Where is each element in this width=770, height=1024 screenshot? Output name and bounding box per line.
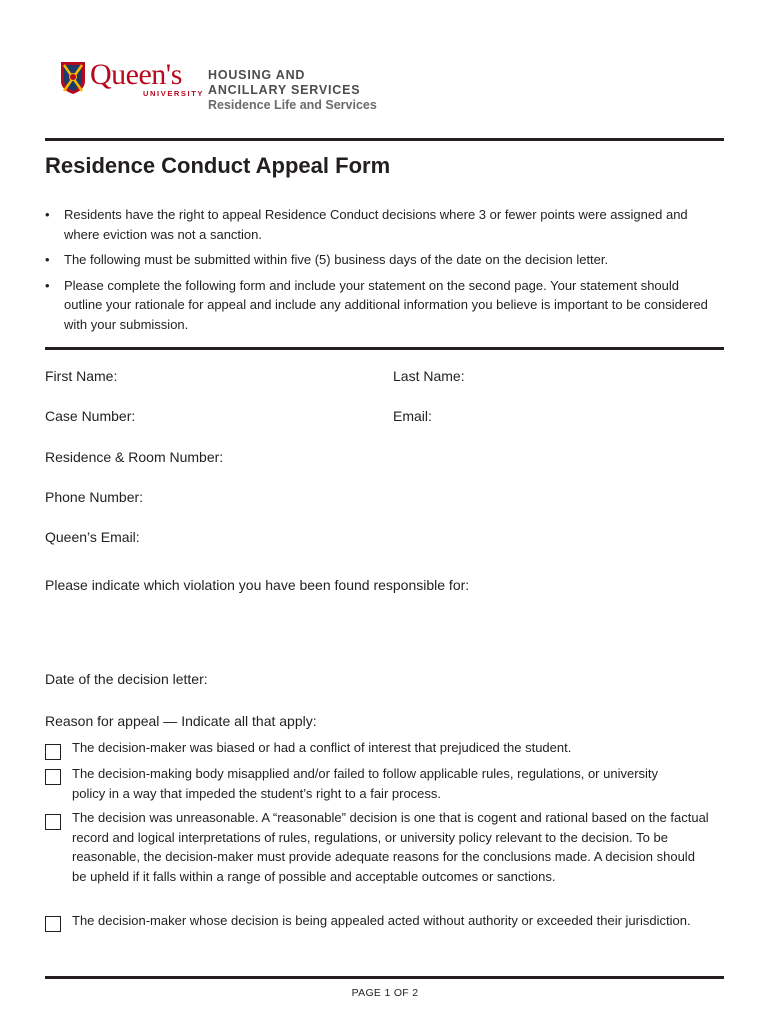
reason-checkbox-bias[interactable] [45,744,61,760]
instruction-item: • Please complete the following form and include your statement on the second page. Your statement should outline your rationale for appeal and include any additional information you believe is important to be considered with your submission. [45,276,715,335]
instructions-list [45,205,715,340]
dept-line-2: ANCILLARY SERVICES [208,83,361,97]
section-divider [45,347,724,350]
phone-number-label: Phone Number: [45,489,144,505]
page-title: Residence Conduct Appeal Form [45,153,391,178]
reason-checkbox-misapplied[interactable] [45,769,61,785]
page-number: PAGE 1 OF 2 [351,987,419,999]
residence-room-label: Residence & Room Number: [45,449,224,465]
reason-text-authority: The decision-maker whose decision is being appealed acted without authority or exceeded their jurisdiction. [72,913,691,928]
header-divider [45,138,724,141]
queens-email-label: Queen’s Email: [45,529,140,545]
reason-checkbox-unreasonable[interactable] [45,814,61,830]
violation-label: Please indicate which violation you have been found responsible for: [45,577,470,593]
instruction-item: • The following must be submitted within five (5) business days of the date on the decision letter. [45,250,715,270]
dept-line-3: Residence Life and Services [208,98,377,112]
department-name [208,68,377,113]
decision-date-label: Date of the decision letter: [45,671,208,687]
dept-line-1: HOUSING AND [208,68,306,82]
reason-text-misapplied: The decision-making body misapplied and/or failed to follow applicable rules, regulations, or university policy in a way that impeded the student’s right to a fair process. [72,766,659,801]
brand-subtitle: UNIVERSITY [143,89,205,98]
footer-divider [45,976,724,979]
reason-checkbox-authority[interactable] [45,916,61,932]
reason-text-unreasonable: The decision was unreasonable. A “reasonable” decision is one that is cogent and rational based on the factual record and logical interpretations of rules, regulations, or university policy relevant to the decision. To be reasonable, the decision-maker must provide adequate reasons for the conclusions made. A decision should be upheld if it falls within a range of possible and acceptable outcomes or sanctions. [72,810,709,884]
last-name-label: Last Name: [393,368,465,384]
header-logo [60,60,400,116]
reason-text-bias: The decision-maker was biased or had a conflict of interest that prejudiced the student. [72,740,572,755]
crest-icon [60,61,86,95]
email-label: Email: [393,408,432,424]
reasons-heading: Reason for appeal — Indicate all that apply: [45,713,317,729]
first-name-label: First Name: [45,368,118,384]
instruction-item: • Residents have the right to appeal Residence Conduct decisions where 3 or fewer points were assigned and where eviction was not a sanction. [45,205,715,244]
case-number-label: Case Number: [45,408,136,424]
brand-name: Queen's [90,58,182,91]
